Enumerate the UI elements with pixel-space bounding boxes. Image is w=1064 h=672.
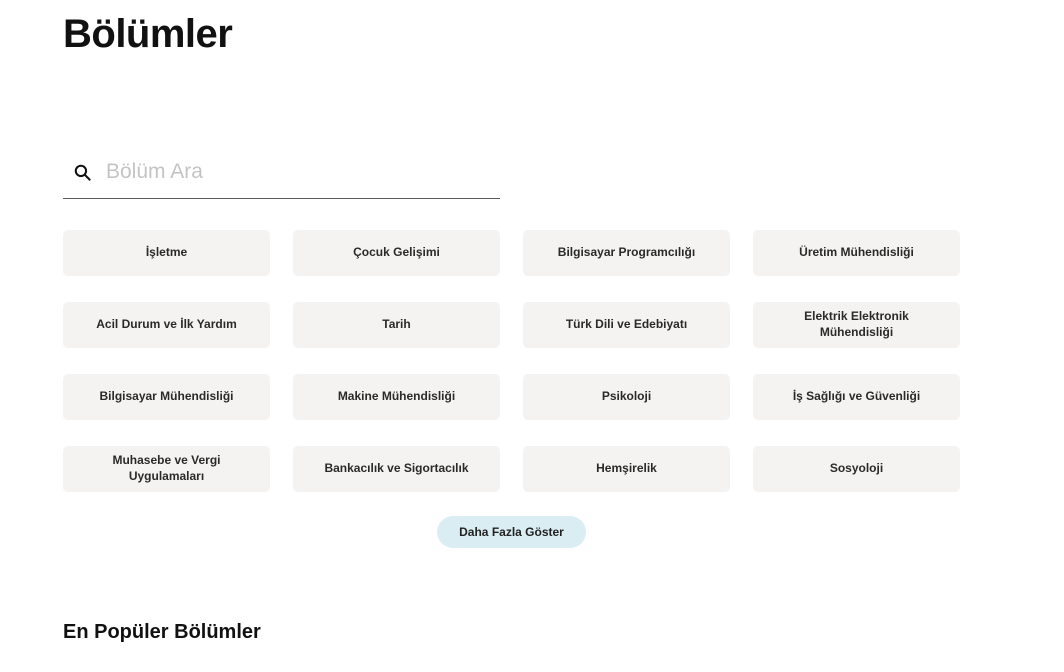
department-button-bankacilik-ve-sigortacilik[interactable]: Bankacılık ve Sigortacılık xyxy=(293,446,500,492)
popular-departments-heading: En Popüler Bölümler xyxy=(63,621,261,643)
department-button-elektrik-elektronik-muhendisligi[interactable]: Elektrik Elektronik Mühendisliği xyxy=(753,302,960,348)
department-button-turk-dili-ve-edebiyati[interactable]: Türk Dili ve Edebiyatı xyxy=(523,302,730,348)
department-grid xyxy=(63,230,960,492)
department-button-acil-durum-ve-ilk-yardim[interactable]: Acil Durum ve İlk Yardım xyxy=(63,302,270,348)
department-button-is-sagligi-ve-guvenligi[interactable]: İş Sağlığı ve Güvenliği xyxy=(753,374,960,420)
department-search xyxy=(63,156,500,199)
show-more-row xyxy=(63,516,960,548)
department-button-bilgisayar-programciligi[interactable]: Bilgisayar Programcılığı xyxy=(523,230,730,276)
department-button-sosyoloji[interactable]: Sosyoloji xyxy=(753,446,960,492)
search-input[interactable] xyxy=(106,160,498,184)
department-button-psikoloji[interactable]: Psikoloji xyxy=(523,374,730,420)
department-button-hemsirelik[interactable]: Hemşirelik xyxy=(523,446,730,492)
page-title: Bölümler xyxy=(63,12,233,56)
department-button-makine-muhendisligi[interactable]: Makine Mühendisliği xyxy=(293,374,500,420)
department-button-uretim-muhendisligi[interactable]: Üretim Mühendisliği xyxy=(753,230,960,276)
show-more-button[interactable]: Daha Fazla Göster xyxy=(437,516,586,548)
department-button-isletme[interactable]: İşletme xyxy=(63,230,270,276)
page-content xyxy=(63,0,960,644)
department-button-muhasebe-ve-vergi-uygulamalari[interactable]: Muhasebe ve Vergi Uygulamaları xyxy=(63,446,270,492)
department-button-cocuk-gelisimi[interactable]: Çocuk Gelişimi xyxy=(293,230,500,276)
search-icon xyxy=(73,163,92,182)
department-button-tarih[interactable]: Tarih xyxy=(293,302,500,348)
department-button-bilgisayar-muhendisligi[interactable]: Bilgisayar Mühendisliği xyxy=(63,374,270,420)
